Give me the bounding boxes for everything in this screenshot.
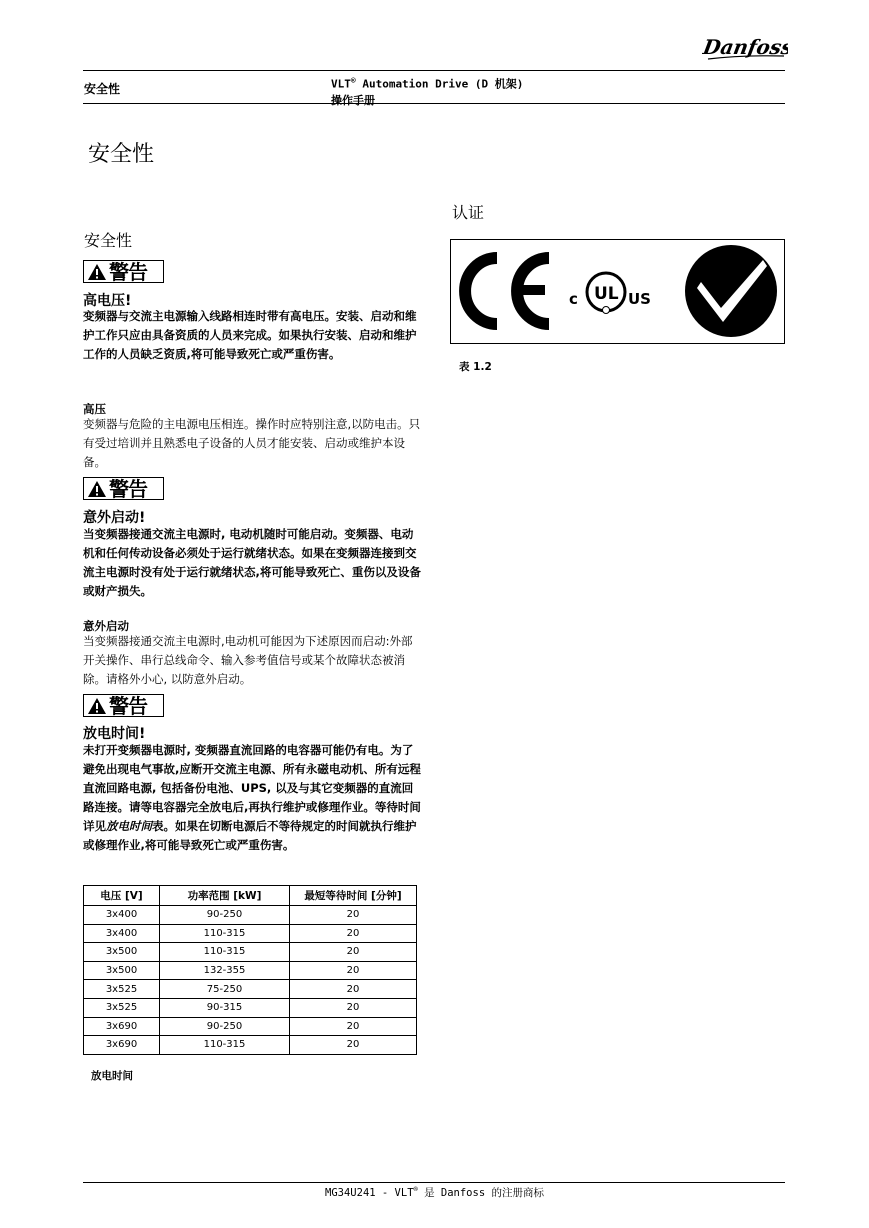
footer-pre: MG34U241 - VLT <box>325 1187 414 1199</box>
cell-power: 75-250 <box>160 980 290 999</box>
table-row <box>84 1017 417 1036</box>
cell-wait: 20 <box>290 924 417 943</box>
table-row <box>84 943 417 962</box>
header-product-suffix: Automation Drive (D 机架) <box>355 77 524 91</box>
footer-trademark <box>0 1185 869 1200</box>
warning-title-1: 高电压! <box>83 293 132 309</box>
header-rule-top <box>83 70 785 71</box>
certification-caption: 表 1.2 <box>459 361 492 373</box>
ul-mark-ul: UL <box>594 284 619 304</box>
col-header-power: 功率范围 [kW] <box>160 886 290 906</box>
ce-mark-icon <box>465 258 549 324</box>
warning-body-3-post: 表。如果在切断电源后不等待规定的时间就执行维护或修理作业,将可能导致死亡或严重伤害。 <box>83 819 417 852</box>
warning-badge-3 <box>83 694 164 717</box>
header-product-prefix: VLT <box>331 77 351 91</box>
warning-badge-label: 警告 <box>109 259 147 284</box>
cell-power: 90-250 <box>160 1017 290 1036</box>
cell-wait: 20 <box>290 980 417 999</box>
warning-triangle-icon <box>87 480 107 498</box>
danfoss-logo <box>702 32 788 68</box>
discharge-time-table <box>83 885 417 1055</box>
cell-wait: 20 <box>290 906 417 925</box>
cell-power: 132-355 <box>160 961 290 980</box>
footer-rule <box>83 1182 785 1183</box>
cell-wait: 20 <box>290 1017 417 1036</box>
cell-wait: 20 <box>290 998 417 1017</box>
cell-voltage: 3x525 <box>84 980 160 999</box>
cell-voltage: 3x690 <box>84 1017 160 1036</box>
warning-triangle-icon <box>87 263 107 281</box>
warning-body-2: 当变频器接通交流主电源时, 电动机随时可能启动。变频器、电动机和任何传动设备必须处于运行就绪状态。如果在变频器连接到交流主电源时没有处于运行就绪状态,将可能导致死亡、重伤以及设备或财产损失。 <box>83 527 421 598</box>
warning-body-3 <box>83 741 421 855</box>
table-row <box>84 906 417 925</box>
warning-title-2: 意外启动! <box>83 510 146 526</box>
warning-body-3-pre: 未打开变频器电源时, 变频器直流回路的电容器可能仍有电。为了避免出现电气事故,应断开交流主电源、所有永磁电动机、所有远程直流回路电源, 包括备份电池、UPS, 以及与其它变频器的直流回路连接。请等电容器完全放电后,再执行维护或修理作业。等待时间详见 <box>83 743 421 833</box>
header-section-label: 安全性 <box>84 82 121 96</box>
note-title-2: 意外启动 <box>83 619 129 633</box>
ul-mark-us: US <box>628 290 651 308</box>
warning-triangle-icon <box>87 697 107 715</box>
warning-badge-label: 警告 <box>109 693 147 718</box>
header-rule-bottom <box>83 103 785 104</box>
cell-voltage: 3x690 <box>84 1036 160 1055</box>
page-title: 安全性 <box>88 142 155 167</box>
discharge-time-ref: 放电时间 <box>106 819 152 833</box>
table-header-row <box>84 886 417 906</box>
warning-badge-label: 警告 <box>109 476 147 501</box>
header-product-reg: ® <box>350 76 356 85</box>
table-row <box>84 998 417 1017</box>
section-title: 安全性 <box>84 231 133 250</box>
warning-badge-1 <box>83 260 164 283</box>
table-row <box>84 961 417 980</box>
table-caption: 放电时间 <box>91 1070 133 1082</box>
note-body-1: 变频器与危险的主电源电压相连。操作时应特别注意,以防电击。只有受过培训并且熟悉电子设备的人员才能安装、启动或维护本设备。 <box>83 417 421 469</box>
danfoss-logo-text: Danfoss <box>702 35 788 59</box>
table-row <box>84 1036 417 1055</box>
cell-wait: 20 <box>290 961 417 980</box>
cell-voltage: 3x525 <box>84 998 160 1017</box>
note-body-2: 当变频器接通交流主电源时,电动机可能因为下述原因而启动:外部开关操作、串行总线命令、输入参考值信号或某个故障状态被消除。请格外小心, 以防意外启动。 <box>83 634 413 686</box>
note-title-1: 高压 <box>83 402 106 416</box>
col-header-voltage: 电压 [V] <box>84 886 160 906</box>
c-tick-mark-icon <box>685 245 777 337</box>
header-manual-label: 操作手册 <box>331 93 375 107</box>
cell-power: 110-315 <box>160 924 290 943</box>
ul-listed-mark-icon <box>569 273 651 314</box>
footer-post: 是 Danfoss 的注册商标 <box>417 1187 544 1199</box>
cell-power: 110-315 <box>160 943 290 962</box>
ul-mark-c: c <box>569 290 578 308</box>
cell-voltage: 3x500 <box>84 943 160 962</box>
cell-voltage: 3x400 <box>84 906 160 925</box>
cell-voltage: 3x500 <box>84 961 160 980</box>
warning-title-3: 放电时间! <box>83 726 146 742</box>
certification-title: 认证 <box>452 203 485 222</box>
warning-body-1: 变频器与交流主电源输入线路相连时带有高电压。安装、启动和维护工作只应由具备资质的人员来完成。如果执行安装、启动和维护工作的人员缺乏资质,将可能导致死亡或严重伤害。 <box>83 309 417 361</box>
cell-power: 90-250 <box>160 906 290 925</box>
cell-power: 110-315 <box>160 1036 290 1055</box>
table-row <box>84 924 417 943</box>
footer-reg: ® <box>413 1185 418 1194</box>
cell-power: 90-315 <box>160 998 290 1017</box>
col-header-wait-time: 最短等待时间 [分钟] <box>290 886 417 906</box>
table-row <box>84 980 417 999</box>
cell-wait: 20 <box>290 943 417 962</box>
warning-badge-2 <box>83 477 164 500</box>
cell-wait: 20 <box>290 1036 417 1055</box>
certification-marks-box <box>450 239 785 344</box>
cell-voltage: 3x400 <box>84 924 160 943</box>
